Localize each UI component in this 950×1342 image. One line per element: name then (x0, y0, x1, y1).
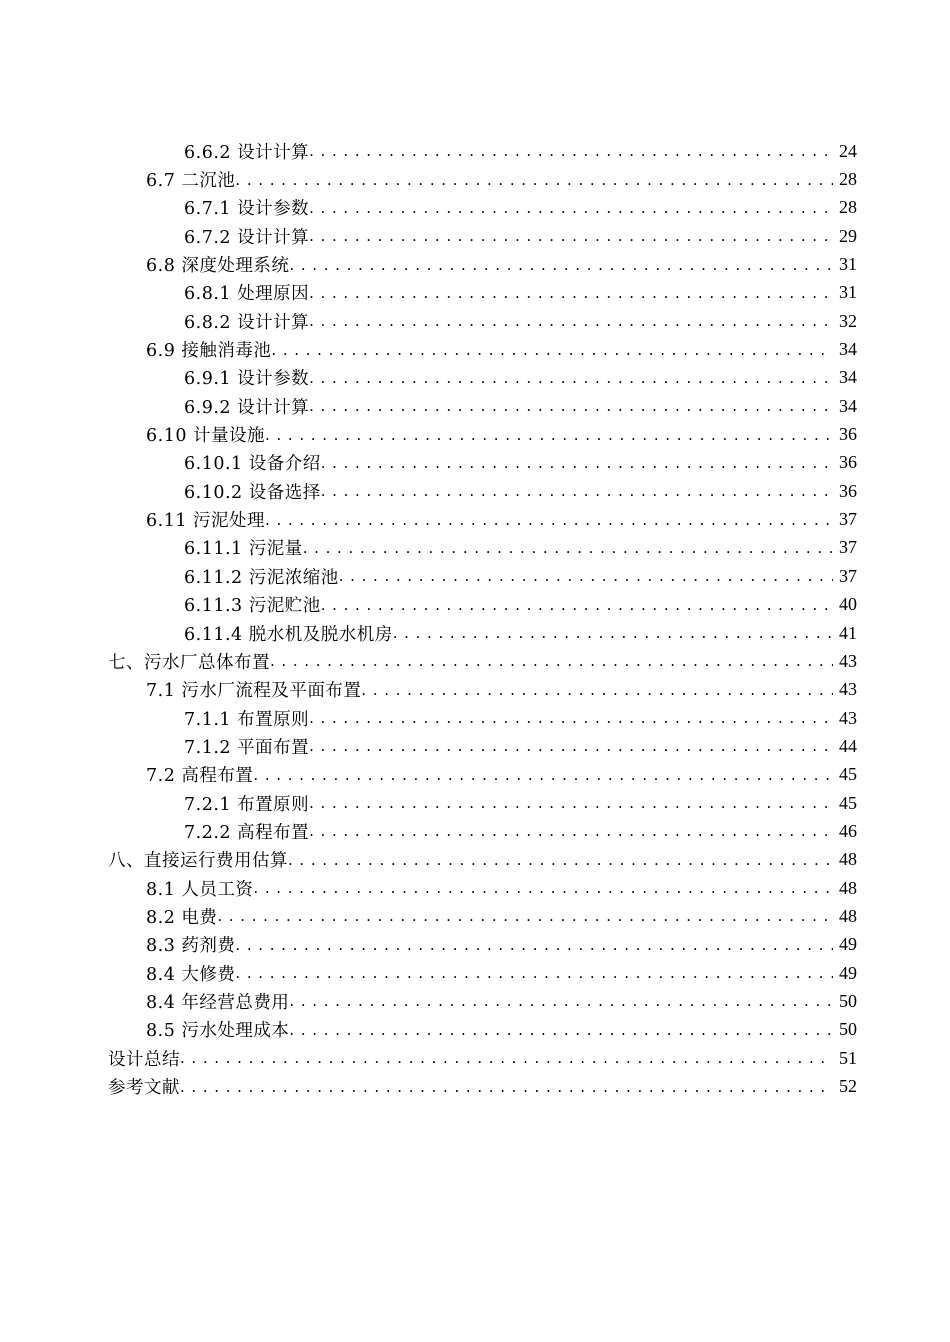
toc-dot-leader (309, 307, 833, 335)
toc-dot-leader (217, 902, 833, 930)
toc-entry-title: 8.3 药剂费 (146, 936, 236, 957)
toc-entry-title: 7.1.1 布置原则 (184, 709, 310, 730)
toc-dot-leader (270, 647, 833, 675)
toc-entry-page-number: 36 (839, 480, 857, 501)
toc-entry-title: 7.2.2 高程布置 (184, 822, 310, 843)
toc-dot-leader (309, 364, 833, 392)
toc-dot-leader (265, 505, 833, 533)
toc-entry-title: 8.5 污水处理成本 (146, 1021, 290, 1042)
toc-entry[interactable] (108, 619, 857, 647)
toc-entry-page-number: 43 (839, 650, 857, 671)
toc-dot-leader (309, 789, 833, 817)
toc-entry[interactable] (108, 846, 857, 874)
toc-entry[interactable] (108, 931, 857, 959)
toc-entry-title: 6.10.1 设备介绍 (184, 454, 321, 475)
toc-entry[interactable] (108, 279, 857, 307)
toc-entry-title: 6.8.1 处理原因 (184, 284, 310, 305)
toc-dot-leader (393, 619, 833, 647)
toc-entry-title: 8.1 人员工资 (146, 879, 254, 900)
toc-entry[interactable] (108, 137, 857, 165)
toc-entry-page-number: 34 (839, 395, 857, 416)
toc-entry-page-number: 49 (839, 962, 857, 983)
toc-entry[interactable] (108, 959, 857, 987)
toc-entry[interactable] (108, 817, 857, 845)
toc-entry-page-number: 45 (839, 764, 857, 785)
toc-entry-title: 6.11.2 污泥浓缩池 (184, 567, 339, 588)
toc-entry-page-number: 32 (839, 310, 857, 331)
toc-entry[interactable] (108, 1072, 857, 1100)
toc-entry-page-number: 44 (839, 735, 857, 756)
toc-dot-leader (253, 874, 833, 902)
toc-entry-title: 设计总结 (108, 1049, 180, 1070)
toc-entry-page-number: 46 (839, 820, 857, 841)
toc-entry[interactable] (108, 449, 857, 477)
toc-entry[interactable] (108, 591, 857, 619)
toc-entry-page-number: 29 (839, 225, 857, 246)
toc-entry-page-number: 34 (839, 367, 857, 388)
toc-entry-page-number: 36 (839, 424, 857, 445)
toc-entry[interactable] (108, 165, 857, 193)
toc-entry-page-number: 37 (839, 509, 857, 530)
toc-dot-leader (265, 420, 833, 448)
toc-entry[interactable] (108, 761, 857, 789)
toc-entry[interactable] (108, 307, 857, 335)
toc-entry[interactable] (108, 789, 857, 817)
toc-dot-leader (235, 165, 833, 193)
toc-dot-leader (235, 931, 833, 959)
toc-entry[interactable] (108, 732, 857, 760)
toc-dot-leader (289, 250, 833, 278)
toc-dot-leader (253, 761, 833, 789)
toc-entry-title: 6.10.2 设备选择 (184, 482, 321, 503)
toc-entry[interactable] (108, 902, 857, 930)
toc-entry-title: 8.2 电费 (146, 907, 218, 928)
toc-entry-title: 6.7 二沉池 (146, 171, 236, 192)
toc-entry[interactable] (108, 1016, 857, 1044)
toc-dot-leader (289, 1016, 833, 1044)
toc-dot-leader (309, 392, 833, 420)
table-of-contents (108, 137, 857, 1101)
toc-entry-page-number: 36 (839, 452, 857, 473)
toc-entry-title: 6.8.2 设计计算 (184, 312, 310, 333)
toc-entry-title: 6.6.2 设计计算 (184, 142, 310, 163)
toc-entry-page-number: 43 (839, 707, 857, 728)
toc-dot-leader (180, 1072, 833, 1100)
toc-entry-page-number: 43 (839, 679, 857, 700)
toc-entry-page-number: 52 (839, 1076, 857, 1097)
toc-dot-leader (309, 194, 833, 222)
toc-entry-title: 6.8 深度处理系统 (146, 256, 290, 277)
toc-entry-title: 7.1 污水厂流程及平面布置 (146, 681, 362, 702)
toc-entry-title: 6.9 接触消毒池 (146, 341, 272, 362)
toc-entry-page-number: 28 (839, 197, 857, 218)
toc-entry-page-number: 28 (839, 169, 857, 190)
toc-entry-page-number: 48 (839, 849, 857, 870)
toc-entry-title: 7.2.1 布置原则 (184, 794, 310, 815)
toc-entry-page-number: 49 (839, 934, 857, 955)
toc-entry-title: 七、污水厂总体布置 (108, 652, 270, 673)
toc-entry[interactable] (108, 364, 857, 392)
toc-entry[interactable] (108, 647, 857, 675)
toc-entry-title: 6.11 污泥处理 (146, 511, 266, 532)
toc-entry[interactable] (108, 562, 857, 590)
toc-entry-page-number: 31 (839, 282, 857, 303)
toc-dot-leader (289, 987, 833, 1015)
toc-entry[interactable] (108, 987, 857, 1015)
toc-entry[interactable] (108, 676, 857, 704)
toc-entry-title: 6.11.1 污泥量 (184, 539, 303, 560)
toc-dot-leader (235, 959, 833, 987)
toc-entry-page-number: 50 (839, 990, 857, 1011)
toc-entry[interactable] (108, 250, 857, 278)
toc-entry-page-number: 37 (839, 537, 857, 558)
toc-entry[interactable] (108, 477, 857, 505)
toc-entry-page-number: 34 (839, 339, 857, 360)
toc-entry[interactable] (108, 505, 857, 533)
toc-entry-title: 8.4 年经营总费用 (146, 992, 290, 1013)
toc-dot-leader (361, 676, 833, 704)
toc-entry-title: 6.9.2 设计计算 (184, 397, 310, 418)
toc-dot-leader (339, 562, 833, 590)
toc-entry-page-number: 50 (839, 1019, 857, 1040)
toc-entry-title: 6.11.3 污泥贮池 (184, 596, 321, 617)
toc-entry-page-number: 51 (839, 1047, 857, 1068)
toc-dot-leader (309, 279, 833, 307)
toc-entry-page-number: 45 (839, 792, 857, 813)
toc-entry-title: 参考文献 (108, 1078, 180, 1099)
toc-entry-title: 7.1.2 平面布置 (184, 737, 310, 758)
toc-entry-title: 6.9.1 设计参数 (184, 369, 310, 390)
toc-entry-title: 6.11.4 脱水机及脱水机房 (184, 624, 393, 645)
toc-dot-leader (309, 137, 833, 165)
toc-entry[interactable] (108, 704, 857, 732)
toc-entry-title: 8.4 大修费 (146, 964, 236, 985)
toc-dot-leader (309, 222, 833, 250)
toc-entry-page-number: 48 (839, 877, 857, 898)
toc-entry-page-number: 48 (839, 905, 857, 926)
toc-entry-page-number: 24 (839, 140, 857, 161)
toc-entry[interactable] (108, 194, 857, 222)
toc-entry[interactable] (108, 1044, 857, 1072)
toc-dot-leader (309, 732, 833, 760)
toc-dot-leader (309, 704, 833, 732)
toc-entry-title: 八、直接运行费用估算 (108, 851, 288, 872)
toc-dot-leader (303, 534, 833, 562)
toc-dot-leader (180, 1044, 833, 1072)
toc-entry-page-number: 37 (839, 565, 857, 586)
toc-entry[interactable] (108, 335, 857, 363)
toc-entry-title: 6.7.1 设计参数 (184, 199, 310, 220)
toc-dot-leader (309, 817, 833, 845)
toc-entry[interactable] (108, 874, 857, 902)
toc-entry[interactable] (108, 392, 857, 420)
toc-dot-leader (271, 335, 833, 363)
toc-dot-leader (321, 449, 833, 477)
toc-entry-title: 7.2 高程布置 (146, 766, 254, 787)
toc-dot-leader (321, 591, 833, 619)
toc-entry[interactable] (108, 534, 857, 562)
toc-entry-page-number: 41 (839, 622, 857, 643)
toc-dot-leader (321, 477, 833, 505)
toc-entry-page-number: 40 (839, 594, 857, 615)
toc-entry-title: 6.10 计量设施 (146, 426, 266, 447)
toc-entry-title: 6.7.2 设计计算 (184, 227, 310, 248)
toc-entry[interactable] (108, 420, 857, 448)
toc-dot-leader (288, 846, 833, 874)
toc-entry[interactable] (108, 222, 857, 250)
toc-entry-page-number: 31 (839, 254, 857, 275)
